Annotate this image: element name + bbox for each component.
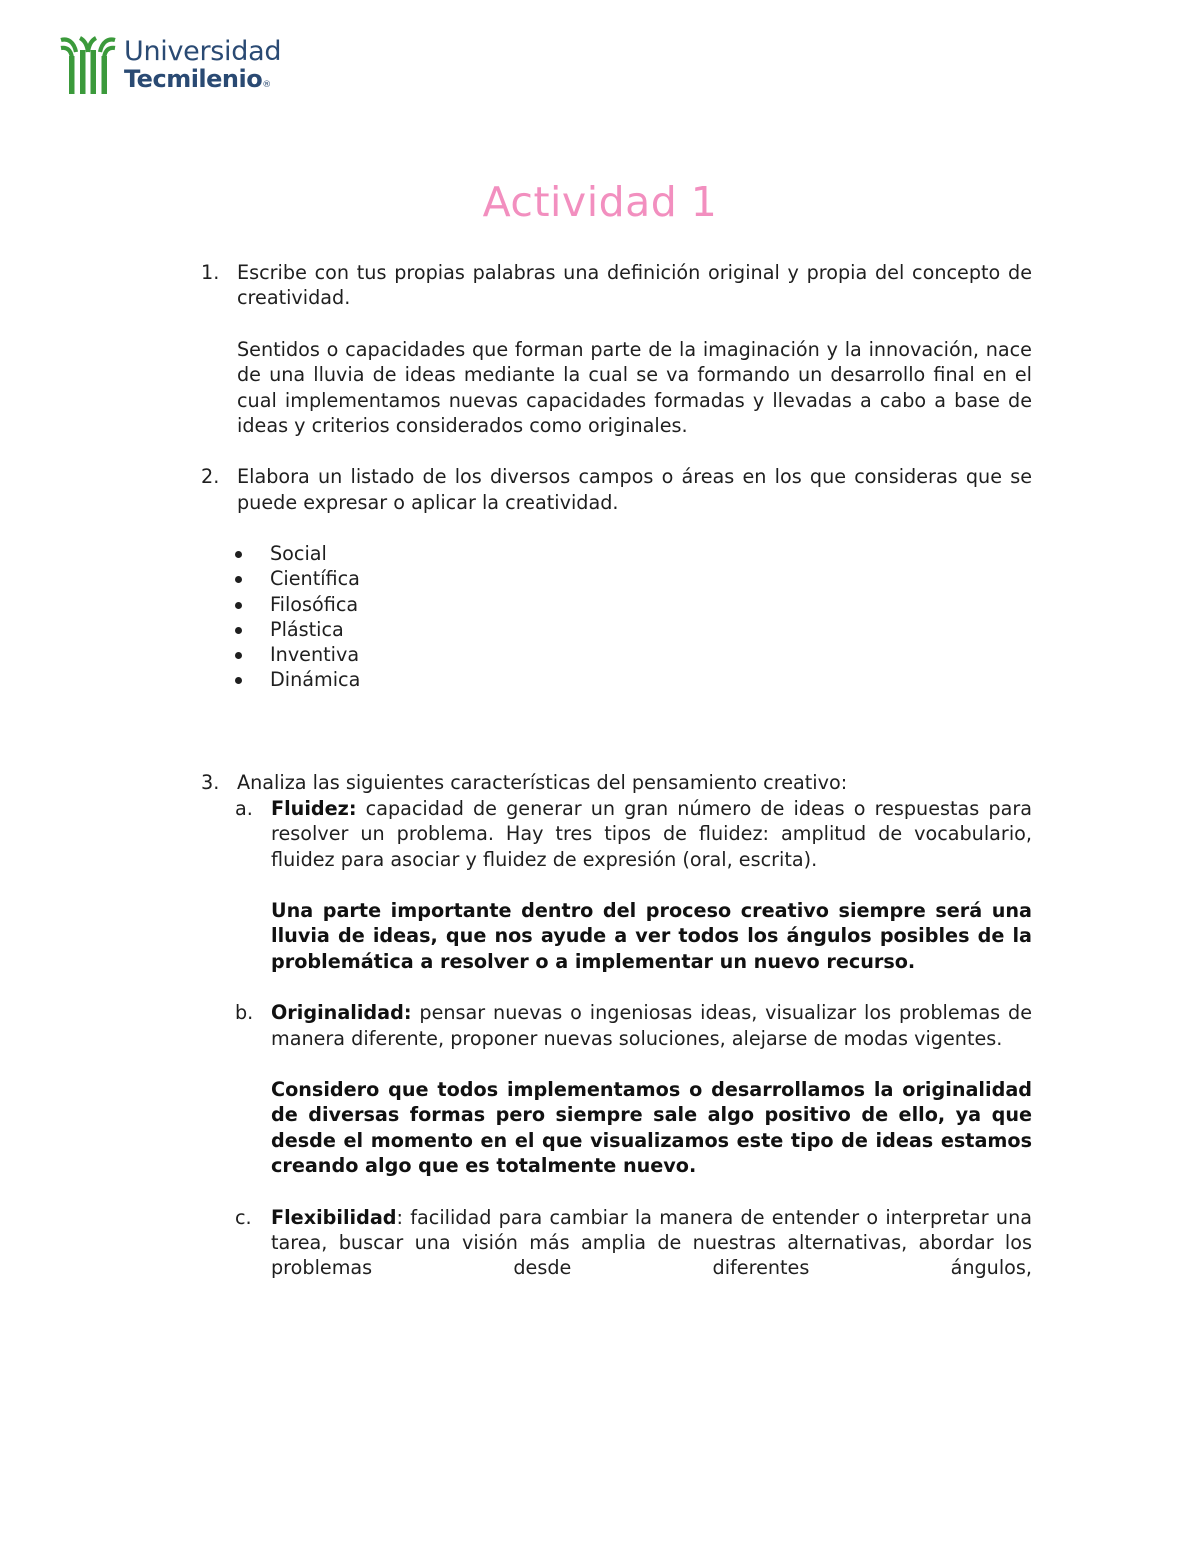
definition-text: capacidad de generar un gran número de ideas o respuestas para resolver un problema. Hay tres tipos de fluidez: amplitud de vocabulario, fluidez para asociar y fluidez de expresión (oral, escrita). (271, 796, 1032, 871)
characteristic-flexibilidad (200, 1205, 1032, 1281)
question-3 (200, 770, 1032, 795)
bullet-icon (235, 627, 242, 634)
sub-item-letter: b. (235, 1001, 254, 1025)
question-text: Analiza las siguientes características del pensamiento creativo: (237, 771, 848, 795)
registered-mark: ® (262, 80, 271, 90)
list-item-text: Dinámica (270, 668, 361, 692)
question-number: 2. (201, 465, 220, 489)
list-item (270, 592, 1032, 617)
sub-item-letter: c. (235, 1205, 252, 1229)
answer-text: Considero que todos implementamos o desarrollamos la originalidad de diversas formas pero siempre sale algo positivo de ello, ya que desde el momento en el que visualizamos este tipo de ideas estamos creando algo que es totalmente nuevo. (271, 1078, 1032, 1178)
characteristic-definition (271, 1000, 1032, 1051)
question-text: Escribe con tus propias palabras una definición original y propia del concepto de creatividad. (237, 261, 1032, 310)
document-body (200, 260, 1032, 1281)
characteristic-term: Originalidad: (271, 1001, 412, 1025)
definition-text: : facilidad para cambiar la manera de entender o interpretar una tarea, buscar una visión más amplia de nuestras alternativas, abordar los problemas desde diferentes ángulos, (271, 1205, 1032, 1280)
characteristic-originalidad (200, 1000, 1032, 1178)
characteristic-definition (271, 1205, 1032, 1281)
answer-text: Sentidos o capacidades que forman parte de la imaginación y la innovación, nace de una lluvia de ideas mediante la cual se va formando un desarrollo final en el cual implementamos nuevas capacidades formadas y llevadas a cabo a base de ideas y criterios considerados como originales. (237, 337, 1032, 438)
bullet-icon (235, 576, 242, 583)
sub-item-letter: a. (235, 796, 253, 820)
characteristic-term: Fluidez: (271, 796, 357, 820)
question-number: 1. (201, 261, 220, 284)
list-item (270, 566, 1032, 591)
tecmilenio-logo-icon (58, 34, 118, 96)
university-logo (58, 34, 281, 98)
list-item-text: Plástica (270, 617, 344, 641)
list-item (270, 541, 1032, 566)
logo-brand-name: Tecmilenio (124, 65, 263, 93)
characteristic-term: Flexibilidad (271, 1205, 397, 1229)
logo-text-tecmilenio (124, 67, 281, 91)
question-number: 3. (201, 771, 220, 795)
bullet-icon (235, 677, 242, 684)
list-item-text: Inventiva (270, 643, 360, 666)
answer-text: Una parte importante dentro del proceso creativo siempre será una lluvia de ideas, que nos ayude a ver todos los ángulos posibles de la problemática a resolver o a implementar un nuevo recurso. (271, 899, 1032, 973)
logo-text-universidad: Universidad (124, 36, 282, 67)
list-item (270, 617, 1032, 642)
creativity-fields-list (200, 541, 1032, 692)
page-title: Actividad 1 (482, 178, 718, 226)
bullet-icon (235, 602, 242, 609)
list-item (270, 667, 1032, 692)
characteristic-definition (271, 796, 1032, 872)
bullet-icon (235, 551, 242, 558)
bullet-icon (235, 652, 242, 659)
question-1 (200, 260, 1032, 438)
list-item-text: Social (270, 542, 327, 566)
question-text: Elabora un listado de los diversos campos o áreas en los que consideras que se puede expresar o aplicar la creatividad. (237, 465, 1032, 514)
list-item (270, 642, 1032, 667)
question-2 (200, 464, 1032, 515)
characteristic-fluidez (200, 796, 1032, 974)
list-item-text: Científica (270, 567, 360, 591)
list-item-text: Filosófica (270, 592, 359, 616)
definition-text: pensar nuevas o ingeniosas ideas, visualizar los problemas de manera diferente, proponer nuevas soluciones, alejarse de modas vigentes. (271, 1001, 1032, 1050)
